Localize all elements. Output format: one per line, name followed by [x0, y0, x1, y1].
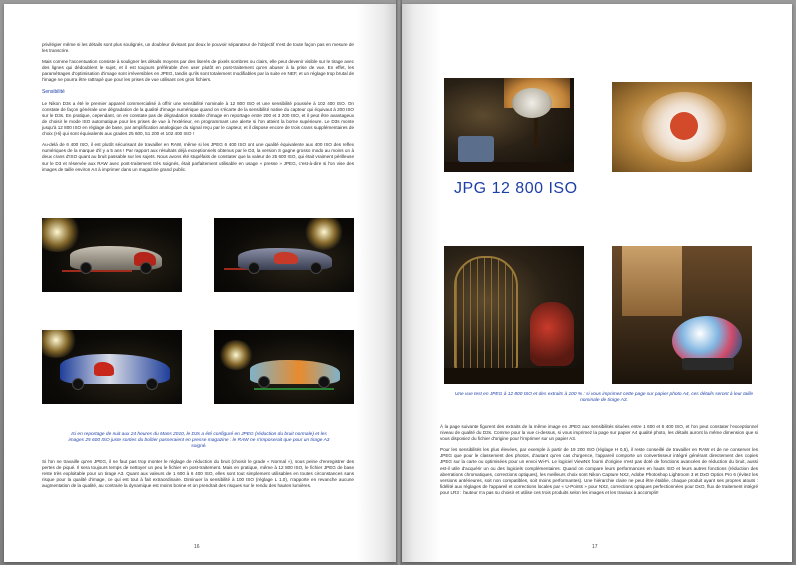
left-paragraph-1: privilégier même si les détails sont plus soulignés, un doubleur divisant par deux le pouvoir séparateur de l'objectif n'est de toute façon pas en mesure de les transcrire. — [42, 42, 354, 54]
left-page — [4, 4, 396, 562]
section-heading: Sensibilité — [42, 88, 65, 95]
feather-detail-photo — [612, 82, 752, 172]
left-caption: Ici en reportage de nuit aux 24 heures du Mans 2010, le D3s a été configuré en JPEG (réduction du bruit normale) et les images 25 600 ISO juste sorties du boîtier passeraient en presse magazine : le RAW ne s'imposerait que pour un tirage A3 soigné. — [68, 432, 330, 449]
race-photo-3 — [42, 330, 182, 404]
lamp-still-life-photo — [444, 78, 574, 172]
photo-title: JPG 12 800 ISO — [454, 180, 578, 197]
race-photo-2 — [214, 218, 354, 292]
left-paragraph-5: Si l'on ne travaille qu'en JPEG, il ne faut pas trop monter le réglage de réduction du bruit (choisir le grade « Normal »), sous peine d'enregistrer des pertes de piqué. Il sera toujours temps de nettoyer un peu le fichier en post-traitement. Mais en pratique, même à 12 800 ISO, le fichier JPEG de base reste très exploitable pour un tirage A3. Quant aux valeurs de 1 600 à 6 400 ISO, elles sont tout simplement utilisables en toutes circonstances sans risque pour la qualité d'image, ce qui est tout à fait extraordinaire. Diminuer la sensibilité à 100 ISO (réglage L 1.0), n'apporte en revanche aucune augmentation de la qualité, au contraire la dynamique est moins bonne et on prendrait des risques sur le rendu des hautes lumières. — [42, 459, 354, 489]
left-text-top — [42, 42, 354, 178]
right-caption: Une vue test en JPEG à 12 800 ISO et des extraits à 100 % : si vous imprimez cette page sur papier photo A4, ces détails seront à leur taille nominale de tirage A3. — [454, 392, 754, 403]
page-number-left: 16 — [194, 544, 200, 550]
left-paragraph-3: Le Nikon D3s a été le premier appareil commercialisé à offrir une sensibilité nominale à 12 800 ISO et une sensibilité poussée à 102 400 ISO. On constate de façon générale une dégradation de la qualité d'image numérique quand on s'écarte de la sensibilité native du capteur qui équivaut à 200 ISO sur le D3s. En pratique, cependant, on en constate pas de dégradation notable d'image en reportage entre 200 et 3 200 ISO, et il peut être avantageux de choisir le mode ISO automatique pour les prises de vue à l'extérieur, en programmant une alerte si l'on atteint la borne supérieure. Le D3s monte jusqu'à 12 800 ISO en réglage de base, par amplification analogique du signal reçu par le capteur, et il dispose encore de trois crans supplémentaires de choix (Hi) qui sont équivalents aux grades 25 600, 51 200 et 102 400 ISO ! — [42, 100, 354, 137]
right-paragraph-2: Pour les sensibilités les plus élevées, par exemple à partir de 19 200 ISO (réglage H 0,5), il reste conseillé de travailler en RAW et de ne conserver les JPEG que pour le classement des photos, d'autant qu'en cas d'urgence, l'appareil comporte un convertisseur intégré générant directement des copies JPEG sur la carte ou optimisées pour un envoi Wi-Fi. Le logiciel ViewNX fourni d'origine n'est pas doté de fonctions avancées de réduction du bruit, aussi est-il utile d'acquérir un ou des logiciels complémentaires. Quand on compare leurs performances en hauts ISO et leurs autres fonctions (réduction des aberrations chromatiques, corrections optiques), les meilleurs choix sont Nikon Capture NX2, Adobe Photoshop Lightroom 3 et DxO Optics Pro 6 (évitez les versions antérieures, soit non compatibles, soit moins performantes). Une hiérarchie claire ne peut être établie, chaque produit ayant ses propres atouts : fidélité aux réglages de l'appareil et corrections locales par « U-Points » pour NX2, corrections optiques perfectionnées pour DxO, flux de traitement intégré pour LR3 : l'auteur n'a pas su choisir et utilise ces trois produits selon les images et les travaux à accomplir! — [440, 447, 758, 495]
snow-globe-photo — [612, 246, 752, 384]
bird-cage-photo — [444, 246, 584, 384]
right-paragraph-1: À la page suivante figurent des extraits de la même image en JPEG aux sensibilités situées entre 1 600 et 6 400 ISO, et l'on peut constater l'exceptionnel niveau de qualité du D3s. Comme pour la vue ci-dessus, si vous imprimez la page sur papier A4 qualité photo, les détails auront la même dimension que si vous disposiez du fichier d'origine pour l'imprimer sur un papier A3. — [440, 424, 758, 442]
race-photo-1 — [42, 218, 182, 292]
left-paragraph-4: Au-delà de 6 400 ISO, il est plutôt sécurisant de travailler en RAW, même si les JPEG 6 400 ISO ont une qualité équivalente aux 400 ISO des reflex numériques de la marque d'il y a 5 ans ! Par rapport aux résultats déjà exceptionnels obtenus par le D3, la version S gagne grosso modo au moins un à deux crans d'ISO quant au bruit passable sur les sujets. Nous avons été stupéfaits de constater que la valeur de 25 600 ISO, qui était vraiment périlleuse sur le D3 et réservée aux RAW avec post-traitement très soignés, était parfaitement utilisable en usage « presse » JPEG, c'est-à-dire si l'on vise des images de taille environ A4 à imprimer dans un magazine grand public. — [42, 142, 354, 172]
left-paragraph-2: Mais comme l'accentuation consiste à souligner les détails moyens par des liserés de pixels sombres ou clairs, elle peut devenir visible sur le tirage avec des lignes qui dédoublent le sujet, et il est toujours préférable d'en user plutôt en post-traitement qu'en abuser à la prise de vue. En effet, les paramétrages d'optimisation d'image sont irréversibles en JPEG, tandis qu'ils sont totalement modifiables par la suite en NEF, et un réglage trop brutal de l'image ne pourra être rattrapé que pour les prises de vue utilisant ces gros fichiers. — [42, 59, 354, 83]
page-number-right: 17 — [592, 544, 598, 550]
right-page — [402, 4, 792, 562]
race-photo-4 — [214, 330, 354, 404]
right-text — [440, 424, 758, 501]
left-text-bottom — [42, 459, 354, 494]
